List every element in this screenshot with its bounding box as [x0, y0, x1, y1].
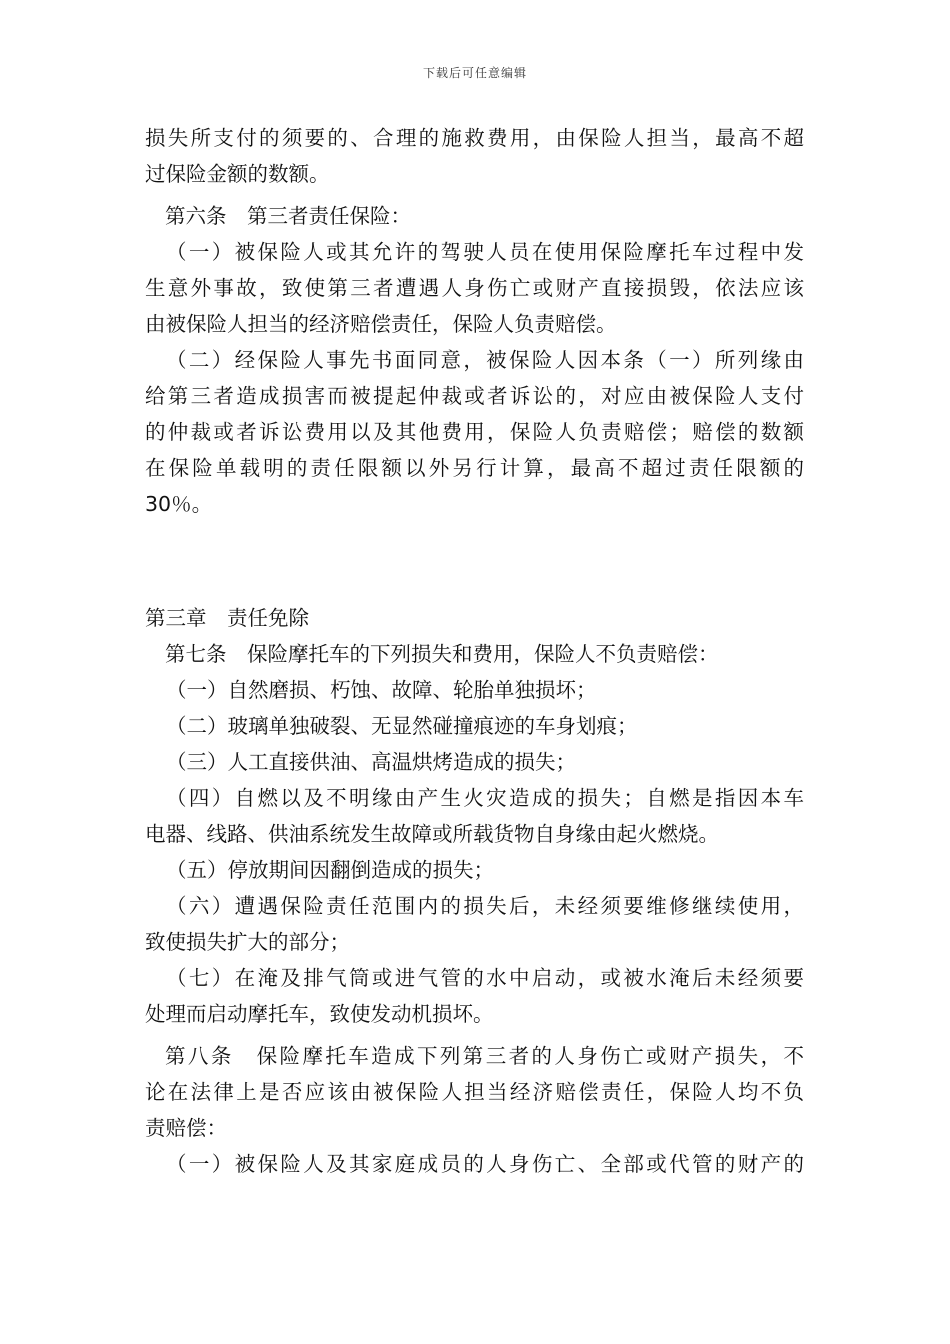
list-item: （二）玻璃单独破裂、无显然碰撞痕迹的车身划痕； — [166, 714, 638, 738]
text-line: 的仲裁或者诉讼费用以及其他费用，保险人负责赔偿；赔偿的数额 — [145, 420, 804, 444]
article-heading: 第七条 保险摩托车的下列损失和费用，保险人不负责赔偿： — [165, 642, 719, 666]
text-line: （二）经保险人事先书面同意，被保险人因本条（一）所列缘由 — [166, 348, 804, 372]
article-heading: 第八条 保险摩托车造成下列第三者的人身伤亡或财产损失，不 — [165, 1044, 804, 1068]
text-line: 处理而启动摩托车，致使发动机损坏。 — [145, 1002, 494, 1026]
text-line: （一）被保险人或其允许的驾驶人员在使用保险摩托车过程中发 — [166, 240, 804, 264]
text-line: 在保险单载明的责任限额以外另行计算，最高不超过责任限额的 — [145, 456, 804, 480]
list-item: （五）停放期间因翻倒造成的损失； — [166, 858, 494, 882]
list-item: （一）自然磨损、朽蚀、故障、轮胎单独损坏； — [166, 678, 597, 702]
list-item: （六）遭遇保险责任范围内的损失后，未经须要维修继续使用， — [166, 894, 804, 918]
text-line: 责赔偿： — [145, 1116, 227, 1140]
chapter-heading: 第三章 责任免除 — [145, 606, 309, 630]
text-line: 电器、线路、供油系统发生故障或所载货物自身缘由起火燃烧。 — [145, 822, 719, 846]
text-line: 致使损失扩大的部分； — [145, 930, 350, 954]
page-header: 下载后可任意编辑 — [422, 66, 527, 80]
text-line: 30％。 — [145, 492, 213, 516]
text-line: 过保险金额的数额。 — [145, 162, 330, 186]
list-item: （一）被保险人及其家庭成员的人身伤亡、全部或代管的财产的 — [166, 1152, 804, 1176]
list-item: （七）在淹及排气筒或进气管的水中启动，或被水淹后未经须要 — [166, 966, 804, 990]
text-line: 给第三者造成损害而被提起仲裁或者诉讼的，对应由被保险人支付 — [145, 384, 804, 408]
text-line: 论在法律上是否应该由被保险人担当经济赔偿责任，保险人均不负 — [145, 1080, 804, 1104]
list-item: （三）人工直接供油、高温烘烤造成的损失； — [166, 750, 576, 774]
text-line: 由被保险人担当的经济赔偿责任，保险人负责赔偿。 — [145, 312, 617, 336]
text-line: 生意外事故，致使第三者遭遇人身伤亡或财产直接损毁，依法应该 — [145, 276, 804, 300]
text-line: 损失所支付的须要的、合理的施救费用，由保险人担当，最高不超 — [145, 126, 804, 150]
list-item: （四）自燃以及不明缘由产生火灾造成的损失；自燃是指因本车 — [166, 786, 804, 810]
article-heading: 第六条 第三者责任保险： — [165, 204, 411, 228]
